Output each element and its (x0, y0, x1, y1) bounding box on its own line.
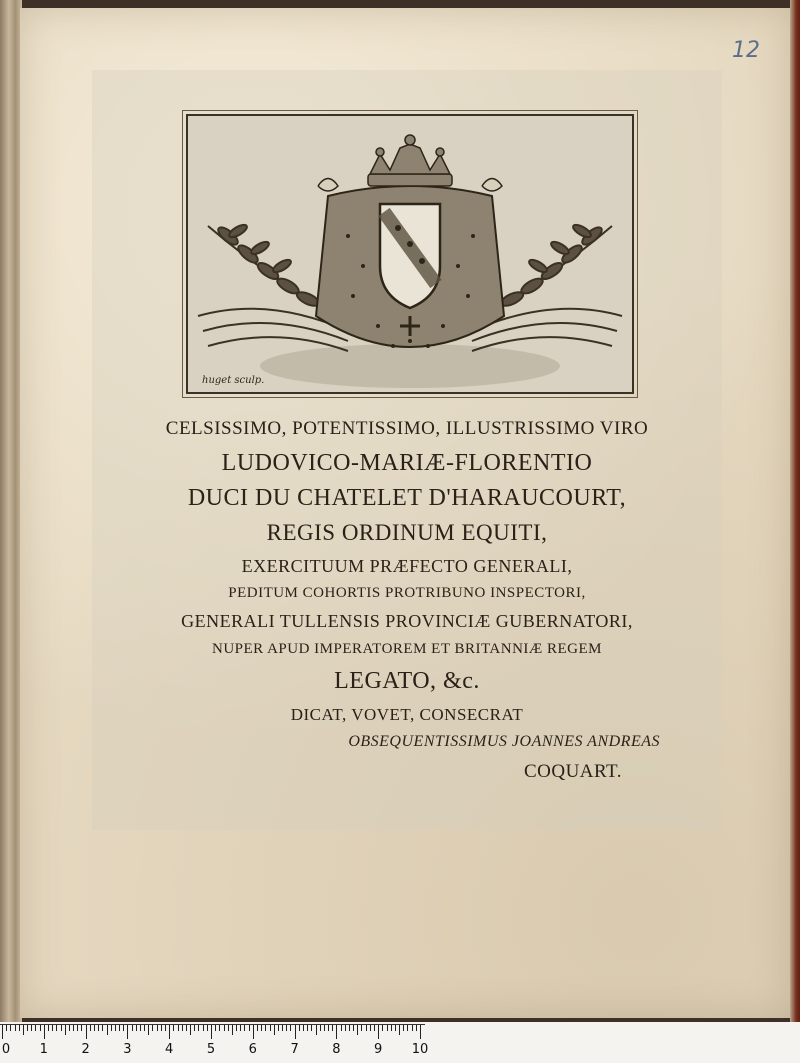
ducal-crown (368, 135, 452, 186)
ruler-tick (382, 1025, 383, 1031)
ruler-tick (23, 1025, 24, 1035)
ruler-tick (361, 1025, 362, 1031)
ruler-tick (316, 1025, 317, 1035)
ruler-tick (332, 1025, 333, 1031)
ruler-tick (399, 1025, 400, 1035)
ruler-tick (136, 1025, 137, 1031)
ruler-tick (311, 1025, 312, 1031)
ruler-label: 6 (248, 1042, 257, 1057)
ruler-tick (27, 1025, 28, 1031)
ruler-label: 1 (39, 1042, 48, 1057)
ruler-tick (240, 1025, 241, 1031)
ruler-tick (65, 1025, 66, 1035)
ruler-tick (403, 1025, 404, 1031)
ruler-tick (86, 1025, 87, 1039)
ruler-tick (265, 1025, 266, 1031)
ruler-tick (19, 1025, 20, 1031)
ruler-label: 0 (1, 1042, 11, 1057)
ruler-label: 7 (290, 1042, 299, 1057)
dedication-line-6: PEDITUM COHORTIS PROTRIBUNO INSPECTORI, (228, 585, 586, 601)
ruler-tick (56, 1025, 57, 1031)
ruler-tick (345, 1025, 346, 1031)
ruler-tick (81, 1025, 82, 1031)
ruler-tick (10, 1025, 11, 1031)
ruler-label: 2 (81, 1042, 90, 1057)
ruler-tick (127, 1025, 128, 1039)
ruler-tick (236, 1025, 237, 1031)
coat-of-arms-illustration (188, 116, 632, 392)
ruler-tick (186, 1025, 187, 1031)
dedication-line-7: GENERALI TULLENSIS PROVINCIÆ GUBERNATORI, (181, 611, 633, 631)
ruler-tick (278, 1025, 279, 1031)
ruler-tick (111, 1025, 112, 1031)
ruler-tick (320, 1025, 321, 1031)
ruler-tick (416, 1025, 417, 1031)
ruler-tick (98, 1025, 99, 1031)
ruler-tick (48, 1025, 49, 1031)
ruler-tick (336, 1025, 337, 1039)
ruler-tick (244, 1025, 245, 1031)
ruler-tick (420, 1025, 421, 1039)
ruler-tick (274, 1025, 275, 1035)
ruler-label: 3 (123, 1042, 132, 1057)
ruler-label: 5 (206, 1042, 216, 1057)
ruler-tick (207, 1025, 208, 1031)
dedication-line-1: CELSISSIMO, POTENTISSIMO, ILLUSTRISSIMO VIRO (165, 418, 649, 439)
ruler-tick (387, 1025, 388, 1031)
binding-edge (790, 0, 800, 1022)
dedication-line-11: OBSEQUENTISSIMUS JOANNES ANDREAS (348, 733, 660, 750)
ruler-tick (77, 1025, 78, 1031)
ruler-label: 4 (165, 1042, 174, 1057)
ruler-tick (194, 1025, 195, 1031)
ruler-tick (211, 1025, 212, 1039)
ruler-tick (324, 1025, 325, 1031)
ruler-tick (119, 1025, 120, 1031)
ruler-label: 8 (332, 1042, 341, 1057)
folio-number: 12 (732, 38, 760, 63)
ruler-tick (40, 1025, 41, 1031)
engraver-signature: huget sculp. (202, 375, 265, 386)
ruler-tick (6, 1025, 7, 1031)
scale-ruler (0, 1022, 800, 1063)
ruler-tick (253, 1025, 254, 1039)
coat-of-arms-vignette (186, 114, 634, 394)
ruler-tick (224, 1025, 225, 1031)
dedication-line-5: EXERCITUUM PRÆFECTO GENERALI, (241, 556, 573, 576)
ruler-tick (407, 1025, 408, 1031)
ruler-tick (73, 1025, 74, 1031)
ruler-tick (290, 1025, 291, 1031)
ruler-tick (357, 1025, 358, 1035)
ruler-tick (282, 1025, 283, 1031)
ruler-tick (173, 1025, 174, 1031)
dedication-line-3: DUCI DU CHATELET D'HARAUCOURT, (187, 485, 627, 511)
ruler-tick (299, 1025, 300, 1031)
ruler-tick (303, 1025, 304, 1031)
ruler-tick (115, 1025, 116, 1031)
ruler-tick (144, 1025, 145, 1031)
ruler-tick (165, 1025, 166, 1031)
ruler-ticks (0, 1024, 425, 1039)
dedication-text (92, 418, 722, 783)
ruler-tick (132, 1025, 133, 1031)
dedication-line-4: REGIS ORDINUM EQUITI, (266, 520, 548, 545)
ruler-tick (261, 1025, 262, 1031)
ruler-tick (123, 1025, 124, 1031)
book-page (20, 8, 790, 1018)
ruler-tick (161, 1025, 162, 1031)
dedication-line-9: LEGATO, &c. (334, 668, 480, 694)
ruler-tick (215, 1025, 216, 1031)
ruler-tick (374, 1025, 375, 1031)
ruler-tick (378, 1025, 379, 1039)
ruler-tick (307, 1025, 308, 1031)
ruler-tick (152, 1025, 153, 1031)
ruler-tick (353, 1025, 354, 1031)
ruler-tick (31, 1025, 32, 1031)
ruler-tick (270, 1025, 271, 1031)
ruler-tick (328, 1025, 329, 1031)
ruler-tick (249, 1025, 250, 1031)
ruler-tick (232, 1025, 233, 1035)
page-spine (0, 0, 22, 1022)
ruler-label: 9 (374, 1042, 383, 1057)
ruler-tick (2, 1025, 3, 1039)
ruler-tick (157, 1025, 158, 1031)
ruler-tick (228, 1025, 229, 1031)
ruler-tick (341, 1025, 342, 1031)
ruler-tick (203, 1025, 204, 1031)
ruler-tick (198, 1025, 199, 1031)
ruler-tick (107, 1025, 108, 1035)
dedication-line-12: COQUART. (523, 761, 622, 782)
ruler-tick (44, 1025, 45, 1039)
ruler-tick (391, 1025, 392, 1031)
ruler-tick (190, 1025, 191, 1035)
ruler-tick (370, 1025, 371, 1031)
ruler-tick (102, 1025, 103, 1031)
ruler-tick (257, 1025, 258, 1031)
ruler-tick (169, 1025, 170, 1039)
ruler-tick (395, 1025, 396, 1031)
ruler-tick (178, 1025, 179, 1031)
ruler-tick (412, 1025, 413, 1031)
ruler-tick (219, 1025, 220, 1031)
ruler-tick (35, 1025, 36, 1031)
dedication-line-8: NUPER APUD IMPERATOREM ET BRITANNIÆ REGEM (211, 641, 603, 657)
dedication-line-2: LUDOVICO-MARIÆ-FLORENTIO (221, 450, 593, 476)
ruler-tick (295, 1025, 296, 1039)
dedication-line-10: DICAT, VOVET, CONSECRAT (290, 705, 524, 724)
ruler-tick (94, 1025, 95, 1031)
ruler-tick (15, 1025, 16, 1031)
ruler-tick (286, 1025, 287, 1031)
ruler-tick (69, 1025, 70, 1031)
ruler-tick (61, 1025, 62, 1031)
ruler-label: 10 (411, 1042, 429, 1057)
ruler-tick (148, 1025, 149, 1035)
ruler-tick (182, 1025, 183, 1031)
ruler-tick (90, 1025, 91, 1031)
ruler-tick (349, 1025, 350, 1031)
ruler-tick (52, 1025, 53, 1031)
ruler-tick (140, 1025, 141, 1031)
ruler-tick (366, 1025, 367, 1031)
